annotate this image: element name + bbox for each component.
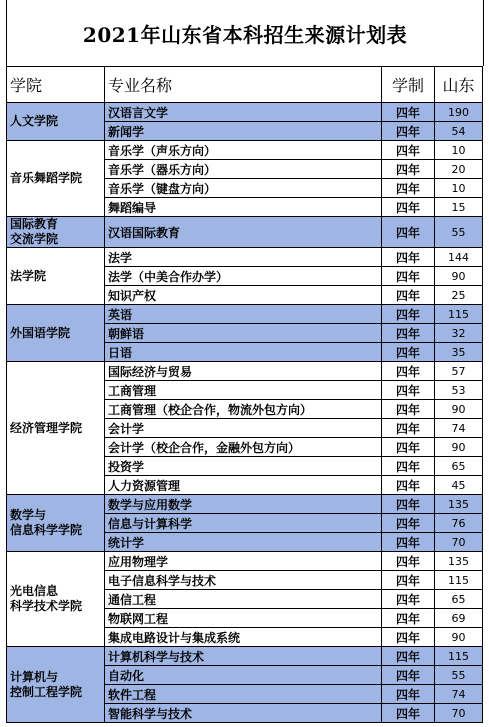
quota-cell: 70 <box>435 533 483 552</box>
college-name-line: 科学技术学院 <box>10 599 83 613</box>
duration-cell: 四年 <box>382 628 435 647</box>
major-cell: 朝鲜语 <box>105 324 382 343</box>
quota-cell: 115 <box>435 647 483 666</box>
college-name-line: 人文学院 <box>10 114 59 128</box>
quota-cell: 10 <box>435 141 483 160</box>
college-name-line: 控制工程学院 <box>10 684 83 699</box>
quota-cell: 90 <box>435 438 483 457</box>
table-header-row <box>7 67 483 103</box>
duration-cell: 四年 <box>382 495 435 514</box>
college-name-line: 计算机与 <box>10 669 59 684</box>
quota-cell: 65 <box>435 590 483 609</box>
college-name-line: 信息科学学院 <box>10 523 83 537</box>
quota-cell: 54 <box>435 122 483 141</box>
duration-cell: 四年 <box>382 552 435 571</box>
college-name-line: 音乐舞蹈学院 <box>10 171 83 185</box>
duration-cell: 四年 <box>382 590 435 609</box>
major-cell: 通信工程 <box>105 590 382 609</box>
table-row <box>7 103 483 122</box>
duration-cell: 四年 <box>382 343 435 362</box>
major-cell: 应用物理学 <box>105 552 382 571</box>
quota-cell: 35 <box>435 343 483 362</box>
duration-cell: 四年 <box>382 248 435 267</box>
quota-cell: 115 <box>435 305 483 324</box>
major-cell: 法学 <box>105 248 382 267</box>
table-row <box>7 141 483 160</box>
quota-cell: 190 <box>435 103 483 122</box>
college-name-line: 交流学院 <box>10 232 59 246</box>
college-name-line: 经济管理学院 <box>10 420 83 435</box>
major-cell: 音乐学（声乐方向） <box>105 141 382 160</box>
college-cell <box>7 248 105 305</box>
duration-cell: 四年 <box>382 198 435 217</box>
column-header-college: 学院 <box>7 67 105 103</box>
duration-cell: 四年 <box>382 400 435 419</box>
quota-cell: 10 <box>435 179 483 198</box>
college-cell <box>7 552 105 647</box>
duration-cell: 四年 <box>382 533 435 552</box>
major-cell: 统计学 <box>105 533 382 552</box>
quota-cell: 20 <box>435 160 483 179</box>
major-cell: 法学（中美合作办学） <box>105 267 382 286</box>
page-title: 2021年山东省本科招生来源计划表 <box>6 0 484 66</box>
duration-cell: 四年 <box>382 103 435 122</box>
quota-cell: 90 <box>435 400 483 419</box>
duration-cell: 四年 <box>382 514 435 533</box>
college-cell <box>7 305 105 362</box>
quota-cell: 74 <box>435 685 483 704</box>
major-cell: 智能科学与技术 <box>105 704 382 723</box>
duration-cell: 四年 <box>382 609 435 628</box>
major-cell: 信息与计算科学 <box>105 514 382 533</box>
college-name-line: 外国语学院 <box>10 325 71 340</box>
quota-cell: 74 <box>435 419 483 438</box>
quota-cell: 115 <box>435 571 483 590</box>
major-cell: 汉语言文学 <box>105 103 382 122</box>
duration-cell: 四年 <box>382 217 435 248</box>
major-cell: 会计学（校企合作，金融外包方向） <box>105 438 382 457</box>
major-cell: 软件工程 <box>105 685 382 704</box>
quota-cell: 25 <box>435 286 483 305</box>
quota-cell: 90 <box>435 628 483 647</box>
table-row <box>7 495 483 514</box>
duration-cell: 四年 <box>382 381 435 400</box>
quota-cell: 15 <box>435 198 483 217</box>
quota-cell: 70 <box>435 704 483 723</box>
duration-cell: 四年 <box>382 704 435 723</box>
major-cell: 物联网工程 <box>105 609 382 628</box>
quota-cell: 57 <box>435 362 483 381</box>
quota-cell: 65 <box>435 457 483 476</box>
quota-cell: 90 <box>435 267 483 286</box>
duration-cell: 四年 <box>382 179 435 198</box>
duration-cell: 四年 <box>382 571 435 590</box>
major-cell: 会计学 <box>105 419 382 438</box>
college-cell <box>7 495 105 552</box>
duration-cell: 四年 <box>382 324 435 343</box>
college-name-line: 法学院 <box>10 268 47 283</box>
duration-cell: 四年 <box>382 476 435 495</box>
quota-cell: 55 <box>435 217 483 248</box>
quota-cell: 69 <box>435 609 483 628</box>
duration-cell: 四年 <box>382 141 435 160</box>
enrollment-table <box>6 66 483 723</box>
major-cell: 舞蹈编导 <box>105 198 382 217</box>
college-cell <box>7 141 105 217</box>
college-name-line: 数学与 <box>10 508 47 522</box>
duration-cell: 四年 <box>382 122 435 141</box>
major-cell: 汉语国际教育 <box>105 217 382 248</box>
major-cell: 日语 <box>105 343 382 362</box>
duration-cell: 四年 <box>382 419 435 438</box>
college-cell <box>7 647 105 723</box>
college-name-line: 光电信息 <box>10 584 59 598</box>
quota-cell: 144 <box>435 248 483 267</box>
major-cell: 计算机科学与技术 <box>105 647 382 666</box>
table-row <box>7 305 483 324</box>
column-header-quota: 山东 <box>435 67 483 103</box>
quota-cell: 32 <box>435 324 483 343</box>
major-cell: 人力资源管理 <box>105 476 382 495</box>
quota-cell: 76 <box>435 514 483 533</box>
table-row <box>7 217 483 248</box>
quota-cell: 135 <box>435 495 483 514</box>
major-cell: 集成电路设计与集成系统 <box>105 628 382 647</box>
duration-cell: 四年 <box>382 267 435 286</box>
major-cell: 自动化 <box>105 666 382 685</box>
college-cell <box>7 362 105 495</box>
table-row <box>7 552 483 571</box>
duration-cell: 四年 <box>382 286 435 305</box>
duration-cell: 四年 <box>382 362 435 381</box>
duration-cell: 四年 <box>382 666 435 685</box>
table-row <box>7 362 483 381</box>
duration-cell: 四年 <box>382 305 435 324</box>
duration-cell: 四年 <box>382 685 435 704</box>
major-cell: 英语 <box>105 305 382 324</box>
quota-cell: 53 <box>435 381 483 400</box>
college-cell <box>7 217 105 248</box>
major-cell: 新闻学 <box>105 122 382 141</box>
quota-cell: 45 <box>435 476 483 495</box>
quota-cell: 135 <box>435 552 483 571</box>
major-cell: 投资学 <box>105 457 382 476</box>
duration-cell: 四年 <box>382 160 435 179</box>
major-cell: 知识产权 <box>105 286 382 305</box>
table-row <box>7 248 483 267</box>
major-cell: 工商管理（校企合作，物流外包方向） <box>105 400 382 419</box>
major-cell: 电子信息科学与技术 <box>105 571 382 590</box>
duration-cell: 四年 <box>382 438 435 457</box>
quota-cell: 55 <box>435 666 483 685</box>
column-header-major: 专业名称 <box>105 67 382 103</box>
major-cell: 国际经济与贸易 <box>105 362 382 381</box>
major-cell: 工商管理 <box>105 381 382 400</box>
duration-cell: 四年 <box>382 457 435 476</box>
table-body <box>7 103 483 723</box>
table-row <box>7 647 483 666</box>
major-cell: 数学与应用数学 <box>105 495 382 514</box>
column-header-duration: 学制 <box>382 67 435 103</box>
college-cell <box>7 103 105 141</box>
college-name-line: 国际教育 <box>10 217 59 231</box>
major-cell: 音乐学（器乐方向） <box>105 160 382 179</box>
duration-cell: 四年 <box>382 647 435 666</box>
major-cell: 音乐学（键盘方向） <box>105 179 382 198</box>
